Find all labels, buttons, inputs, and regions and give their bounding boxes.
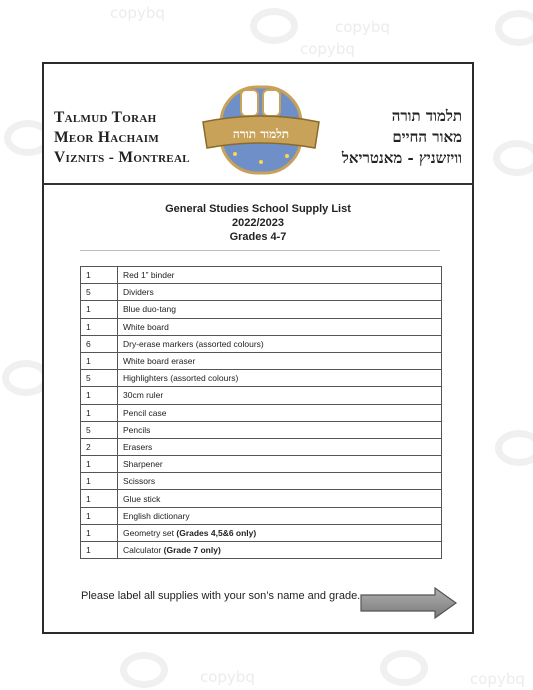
item-name: White board	[123, 321, 169, 332]
quantity-cell: 1	[81, 456, 118, 473]
quantity-cell: 6	[81, 335, 118, 352]
label-instruction: Please label all supplies with your son’s name and grade.	[81, 590, 361, 602]
table-row	[81, 473, 442, 490]
table-row	[81, 524, 442, 541]
item-name: White board eraser	[123, 356, 196, 367]
watermark-ring	[250, 8, 298, 44]
item-name: Pencils	[123, 424, 151, 435]
school-year: 2022/2023	[232, 217, 284, 229]
quantity-cell: 1	[81, 404, 118, 421]
item-cell	[118, 352, 442, 369]
quantity-cell: 5	[81, 370, 118, 387]
watermark-text: copybq	[335, 18, 390, 36]
quantity-cell: 1	[81, 490, 118, 507]
title-divider	[80, 250, 440, 251]
item-name: Scissors	[123, 476, 156, 487]
watermark-text: copybq	[200, 668, 255, 686]
header-divider	[42, 183, 474, 185]
watermark-ring	[493, 140, 533, 176]
item-name: Dry-erase markers (assorted colours)	[123, 338, 264, 349]
quantity-cell: 1	[81, 507, 118, 524]
school-name-english	[54, 108, 190, 168]
table-row	[81, 404, 442, 421]
table-row	[81, 490, 442, 507]
item-cell	[118, 404, 442, 421]
item-cell	[118, 456, 442, 473]
table-row	[81, 301, 442, 318]
item-name: Pencil case	[123, 407, 167, 418]
watermark-ring	[495, 10, 533, 46]
watermark-text: copybq	[110, 4, 165, 22]
table-row	[81, 284, 442, 301]
watermark-text: copybq	[470, 670, 525, 688]
table-row	[81, 370, 442, 387]
watermark-ring	[120, 652, 168, 688]
table-row	[81, 335, 442, 352]
watermark-ring	[380, 650, 428, 686]
letterhead	[44, 64, 472, 186]
school-name-line: תלמוד תורה	[391, 107, 462, 125]
document-title: General Studies School Supply List	[165, 203, 351, 215]
table-row	[81, 438, 442, 455]
right-arrow-icon	[359, 587, 459, 624]
supply-table	[80, 266, 442, 559]
item-note: (Grades 4,5&6 only)	[176, 527, 257, 538]
item-cell	[118, 438, 442, 455]
school-name-line: Talmud Torah	[54, 109, 157, 126]
quantity-cell: 1	[81, 387, 118, 404]
table-row	[81, 456, 442, 473]
quantity-cell: 1	[81, 352, 118, 369]
item-cell	[118, 421, 442, 438]
table-row	[81, 352, 442, 369]
item-name: Geometry set	[123, 527, 177, 538]
item-cell	[118, 267, 442, 284]
quantity-cell: 1	[81, 301, 118, 318]
item-cell	[118, 370, 442, 387]
item-cell	[118, 318, 442, 335]
table-row	[81, 387, 442, 404]
school-name-line: Viznits - Montreal	[54, 149, 190, 166]
school-name-hebrew	[342, 106, 462, 169]
item-name: Highlighters (assorted colours)	[123, 373, 239, 384]
quantity-cell: 1	[81, 542, 118, 559]
item-name: 30cm ruler	[123, 390, 164, 401]
item-note: (Grade 7 only)	[163, 545, 221, 556]
quantity-cell: 5	[81, 284, 118, 301]
item-cell	[118, 473, 442, 490]
item-name: Glue stick	[123, 493, 161, 504]
item-cell	[118, 507, 442, 524]
grade-range: Grades 4-7	[229, 231, 287, 243]
item-name: Sharpener	[123, 459, 163, 470]
quantity-cell: 1	[81, 473, 118, 490]
supply-list-page	[42, 62, 474, 634]
item-cell	[118, 387, 442, 404]
quantity-cell: 1	[81, 318, 118, 335]
watermark-ring	[495, 430, 533, 466]
quantity-cell: 5	[81, 421, 118, 438]
table-row	[81, 318, 442, 335]
school-name-line: מאור החיים	[392, 128, 462, 146]
document-title-block	[44, 202, 472, 244]
item-name: Dividers	[123, 287, 154, 298]
table-row	[81, 267, 442, 284]
item-name: English dictionary	[123, 510, 190, 521]
table-row	[81, 542, 442, 559]
school-logo-icon	[201, 82, 321, 178]
school-name-line: Meor Hachaim	[54, 129, 160, 146]
logo-banner-text: תלמוד תורה	[232, 127, 290, 141]
item-name: Erasers	[123, 441, 153, 452]
item-cell	[118, 301, 442, 318]
item-name: Calculator	[123, 545, 164, 556]
quantity-cell: 2	[81, 438, 118, 455]
item-cell	[118, 490, 442, 507]
item-cell	[118, 542, 442, 559]
quantity-cell: 1	[81, 267, 118, 284]
item-cell	[118, 335, 442, 352]
table-row	[81, 507, 442, 524]
table-row	[81, 421, 442, 438]
item-cell	[118, 524, 442, 541]
item-name: Red 1” binder	[123, 270, 175, 281]
school-name-line: וויזשניץ - מאנטריאל	[341, 149, 462, 167]
quantity-cell: 1	[81, 524, 118, 541]
watermark-text: copybq	[300, 40, 355, 58]
item-cell	[118, 284, 442, 301]
item-name: Blue duo-tang	[123, 304, 176, 315]
